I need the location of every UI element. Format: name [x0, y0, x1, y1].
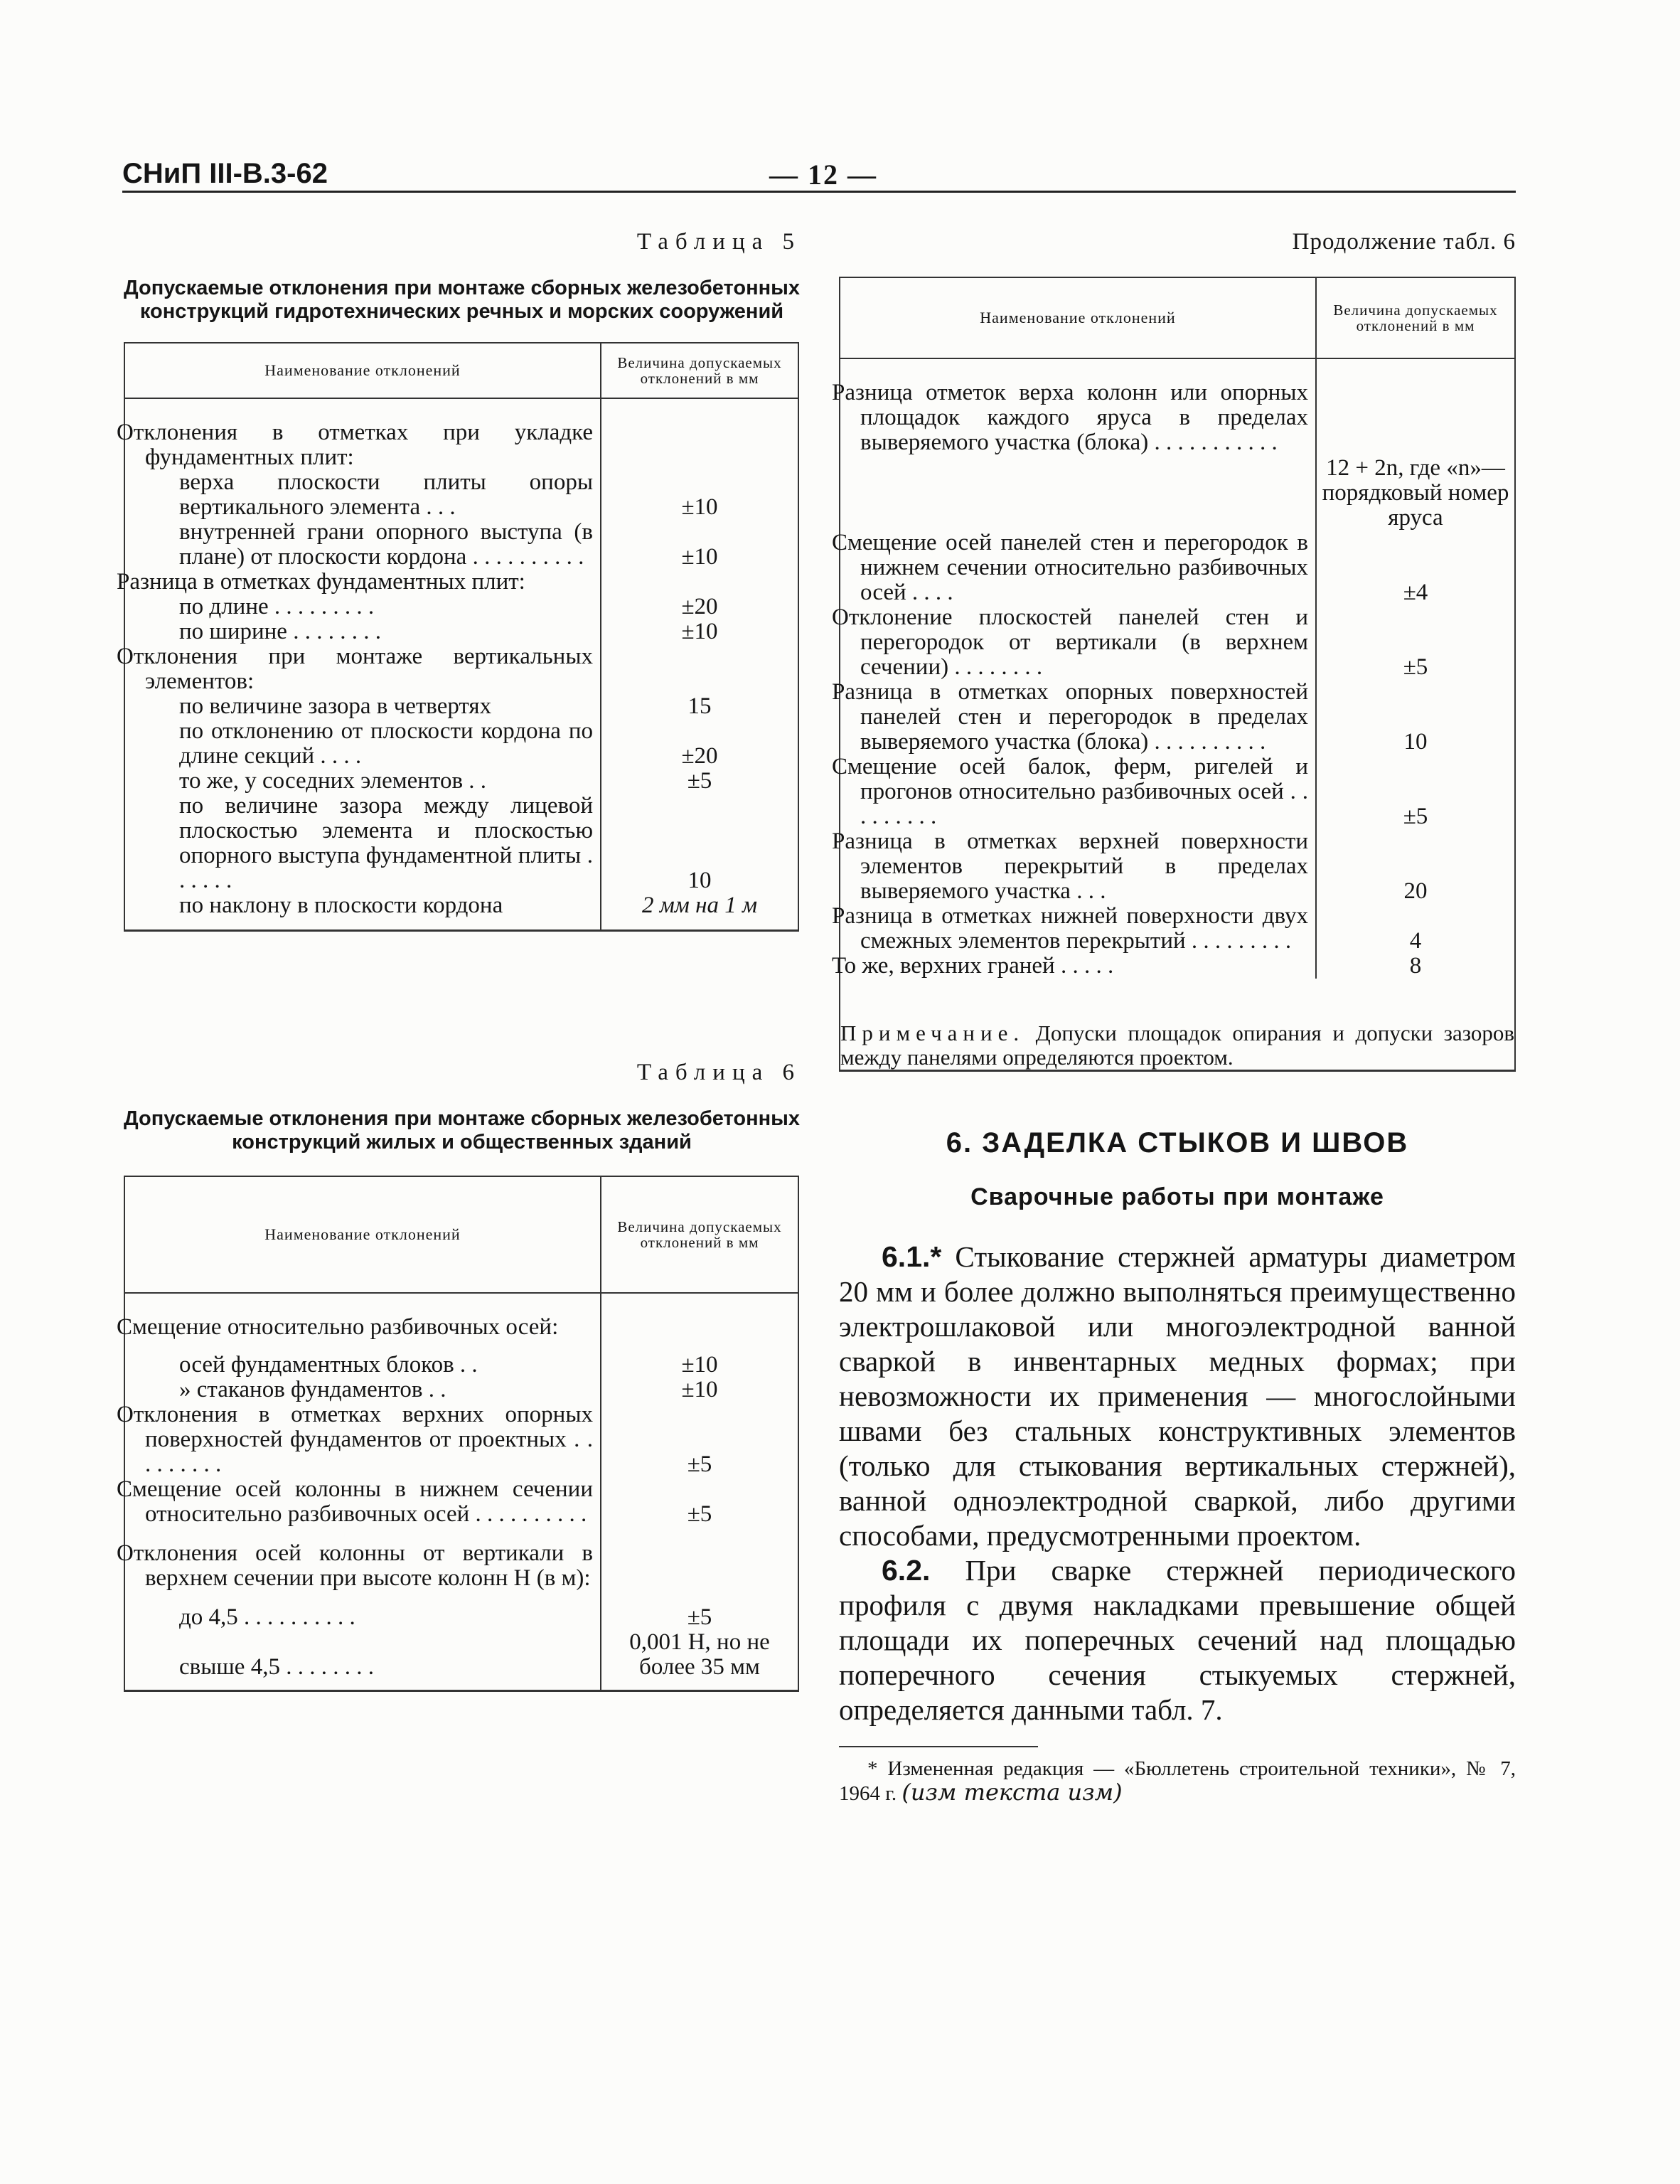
table-row: то же, у соседних элементов . . ±5 [125, 769, 798, 794]
table6 [117, 1176, 799, 1692]
paragraph-6-1-text: Стыкование стержней арматуры диаметром 20 мм и более должно выполняться преимущественно электрошлаковой или многоэлектродной ванной сваркой в инвентарных медных формах; при невозможности их применения — многослойными швами без стальных конструктивных элементов (только для стыкования вертикальных стержней), ванной одноэлектродной сваркой, либо другими способами, предусмотренными проектом. [839, 1240, 1516, 1552]
table-row: То же, верхних граней . . . . . 8 [840, 954, 1514, 979]
header-rule [122, 191, 1516, 193]
table-row: Смещение осей колонны в нижнем сечении относительно разбивочных осей . . . . . . . . . . ±5 [125, 1477, 798, 1527]
table6-title: Допускаемые отклонения при монтаже сборных железобетонных конструкций жилых и общественных зданий [123, 1107, 801, 1154]
table-row: Разница отметок верха колонн или опорных площадок каждого яруса в пределах выверяемого участка (блока) . . . . . . . . . . . 12 + 2n, где «n»—порядковый номер яруса [840, 380, 1514, 531]
table5-label: Таблица 5 [636, 229, 801, 255]
table-row: внутренней грани опорного выступа (в плане) от плоскости кордона . . . . . . . . . . ±10 [125, 520, 798, 570]
footnote-text: * Измененная редакция — «Бюллетень строительной техники», № 7, 1964 г. [839, 1757, 1516, 1805]
table-row: Отклонения при монтаже вертикальных элементов: [125, 644, 798, 694]
table5 [117, 342, 799, 932]
table6-continued [832, 277, 1516, 1072]
table-row: Отклонения осей колонны от вертикали в верхнем сечении при высоте колонн H (в м): [125, 1527, 798, 1591]
table-row: свыше 4,5 . . . . . . . . 0,001 H, но не более 35 мм [125, 1630, 798, 1680]
note-label: Примечание. [840, 1021, 1025, 1045]
table6-header-value: Величина допускаемых отклонений в мм [601, 1177, 798, 1293]
table-row: Смещение осей панелей стен и перегородок в нижнем сечении относительно разбивочных осей . . . . ±4 [840, 531, 1514, 605]
section-title: 6. ЗАДЕЛКА СТЫКОВ И ШВОВ [946, 1127, 1409, 1158]
table-row: по величине зазора между лицевой плоскостью элемента и плоскостью опорного выступа фундаментной плиты . . . . . . 10 [125, 794, 798, 893]
table-row: Отклонения в отметках при укладке фундаментных плит: [125, 420, 798, 470]
table6c-header-value: Величина допускаемых отклонений в мм [1316, 278, 1514, 358]
table-row: по наклону в плоскости кордона 2 мм на 1 м [125, 893, 798, 918]
paragraph-6-2-number: 6.2. [882, 1554, 931, 1587]
table6-header-name: Наименование отклонений [125, 1177, 601, 1293]
table6c-header-name: Наименование отклонений [840, 278, 1316, 358]
table-row: » стаканов фундаментов . . ±10 [125, 1378, 798, 1402]
table-row: Разница в отметках фундаментных плит: [125, 570, 798, 595]
table-row: Отклонение плоскостей панелей стен и перегородок от вертикали (в верхнем сечении) . . . . . . . . ±5 [840, 605, 1514, 680]
table6-label: Таблица 6 [636, 1060, 801, 1085]
note-text: Допуски площадок опирания и допуски зазоров между панелями определяются проектом. [840, 1021, 1514, 1070]
table5-header-name: Наименование отклонений [125, 343, 601, 398]
page-number: — 12 — [769, 159, 877, 191]
table-row: Разница в отметках верхней поверхности элементов перекрытий в пределах выверяемого участка . . . 20 [840, 829, 1514, 904]
table-row: по ширине . . . . . . . . ±10 [125, 619, 798, 644]
footnote [839, 1757, 1516, 1806]
table-row: Отклонения в отметках верхних опорных поверхностей фундаментов от проектных . . . . . . . . . ±5 [125, 1402, 798, 1477]
table6-continued-label: Продолжение табл. 6 [1292, 229, 1516, 255]
table-row: Разница в отметках нижней поверхности двух смежных элементов перекрытий . . . . . . . . . 4 [840, 904, 1514, 954]
table5-header-value: Величина допускаемых отклонений в мм [601, 343, 798, 398]
table-row: Смещение осей балок, ферм, ригелей и прогонов относительно разбивочных осей . . . . . . . . . ±5 [840, 755, 1514, 829]
table-row: до 4,5 . . . . . . . . . . ±5 [125, 1591, 798, 1630]
table5-title: Допускаемые отклонения при монтаже сборных железобетонных конструкций гидротехнических речных и морских сооружений [123, 277, 801, 323]
paragraph-6-2-text: При сварке стержней периодического профиля с двумя накладками превышение общей площади их поперечных сечений над площадью поперечного сечения стыкуемых стержней, определяется данными табл. 7. [839, 1554, 1516, 1726]
table-row: Смещение относительно разбивочных осей: [125, 1315, 798, 1340]
table6-note [840, 1021, 1514, 1070]
paragraph-6-2 [839, 1553, 1516, 1727]
table-row: по длине . . . . . . . . . ±20 [125, 595, 798, 619]
table-row: верха плоскости плиты опоры вертикального элемента . . . ±10 [125, 470, 798, 520]
paragraph-6-1 [839, 1240, 1516, 1553]
document-code: СНиП III-В.3-62 [122, 158, 328, 189]
table-row: Разница в отметках опорных поверхностей панелей стен и перегородок в пределах выверяемого участка (блока) . . . . . . . . . . 10 [840, 680, 1514, 755]
left-column [117, 229, 801, 1692]
table-row: по величине зазора в четвертях 15 [125, 694, 798, 719]
paragraph-6-1-number: 6.1.* [882, 1240, 942, 1273]
right-column [832, 229, 1516, 1806]
section-subtitle: Сварочные работы при монтаже [970, 1183, 1384, 1210]
table-row: по отклонению от плоскости кордона по длине секций . . . . ±20 [125, 719, 798, 769]
footnote-rule [839, 1746, 1038, 1747]
table-row: осей фундаментных блоков . . ±10 [125, 1340, 798, 1378]
handwritten-note: (изм текста изм) [901, 1779, 1123, 1806]
